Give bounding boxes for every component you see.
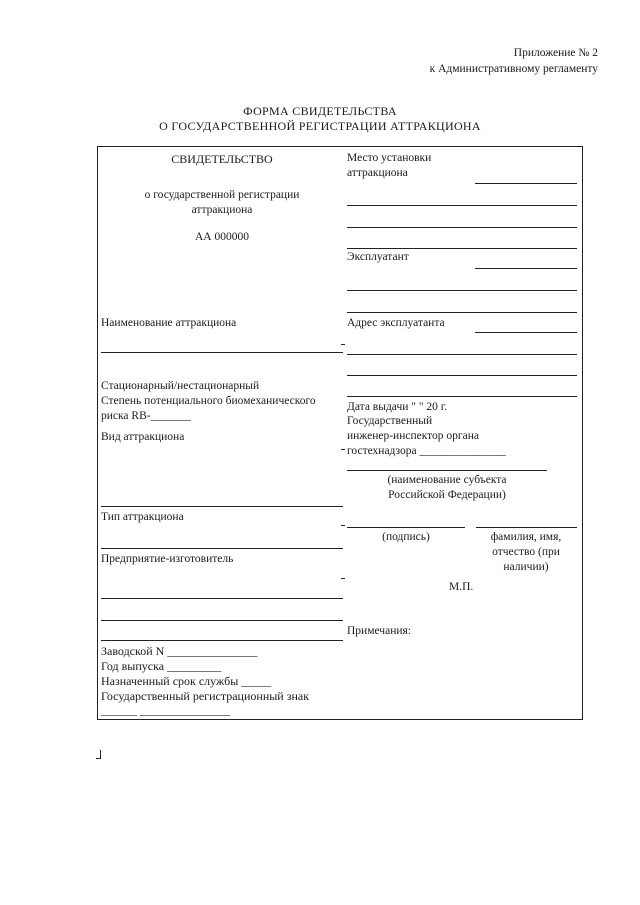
installation-place-label-2: аттракциона [347,167,408,179]
attraction-kind-field[interactable] [101,506,343,507]
stamp-place: М.П. [449,581,474,593]
operator-field-1[interactable] [475,268,577,269]
registration-sign-label: Государственный регистрационный знак [101,689,310,703]
issue-date[interactable]: Дата выдачи " " 20 г. [347,401,448,413]
signature-caption: (подпись) [382,531,430,543]
full-name-caption-2: отчество (при [492,546,560,558]
column-dash-mark [341,449,345,450]
installation-place-field-2[interactable] [347,205,577,206]
registration-sign-field[interactable]: ______ _______________ [101,703,230,717]
subject-name-field[interactable] [347,470,547,471]
column-dash-mark [341,578,345,579]
installation-place-field-3[interactable] [347,227,577,228]
form-title-line1: ФОРМА СВИДЕТЕЛЬСТВА [243,104,397,118]
operator-address-field-3[interactable] [347,375,577,376]
operator-field-2[interactable] [347,290,577,291]
installation-place-label-1: Место установки [347,152,432,164]
operator-label: Эксплуатант [347,251,409,263]
column-dash-mark [341,525,345,526]
appendix-line1: Приложение № 2 [513,47,598,59]
form-title-line2: О ГОСУДАРСТВЕННОЙ РЕГИСТРАЦИИ АТТРАКЦИОНА [159,119,481,133]
column-dash-mark [341,344,345,345]
full-name-field[interactable] [476,527,577,528]
operator-address-field-1[interactable] [475,332,577,333]
installation-place-field-1[interactable] [475,183,577,184]
manufacturer-field-1[interactable] [101,598,343,599]
attraction-kind-label: Вид аттракциона [101,431,185,443]
inspector-label-1: Государственный [347,415,433,427]
attraction-name-field[interactable] [101,352,343,353]
subject-name-caption-2: Российской Федерации) [388,489,506,501]
notes-label: Примечания: [347,625,411,637]
certificate-number: АА 000000 [195,231,249,243]
manufacturer-field-2[interactable] [101,620,343,621]
risk-label-line1: Степень потенциального биомеханического [101,395,316,407]
full-name-caption-1: фамилия, имя, [490,531,562,543]
full-name-caption-3: наличии) [503,561,549,573]
certificate-subtitle-1: о государственной регистрации [144,189,300,201]
installation-place-field-4[interactable] [347,248,577,249]
stationary-label: Стационарный/нестационарный [101,380,260,392]
serial-number-label[interactable]: Заводской N _______________ [101,644,258,658]
attraction-name-label: Наименование аттракциона [101,317,237,329]
operator-address-field-4[interactable] [347,396,577,397]
risk-label-line2: риска RB-_______ [101,410,191,422]
signature-field[interactable] [347,527,465,528]
manufacturer-label: Предприятие-изготовитель [101,553,234,565]
certificate-title: СВИДЕТЕЛЬСТВО [171,152,273,166]
corner-mark [96,758,101,759]
operator-address-label: Адрес эксплуатанта [347,317,445,329]
appendix-line2: к Административному регламенту [429,63,598,75]
manufacturer-field-3[interactable] [101,640,343,641]
subject-name-caption-1: (наименование субъекта [387,474,507,486]
inspector-label-3[interactable]: гостехнадзора _______________ [347,445,506,457]
operator-field-3[interactable] [347,312,577,313]
inspector-label-2: инженер-инспектор органа [347,430,479,442]
certificate-subtitle-2: аттракциона [191,204,253,216]
service-life-label[interactable]: Назначенный срок службы _____ [101,674,272,688]
attraction-type-field[interactable] [101,548,343,549]
production-year-label[interactable]: Год выпуска _________ [101,659,222,673]
corner-mark [100,750,101,758]
attraction-type-label: Тип аттракциона [101,511,184,523]
operator-address-field-2[interactable] [347,354,577,355]
